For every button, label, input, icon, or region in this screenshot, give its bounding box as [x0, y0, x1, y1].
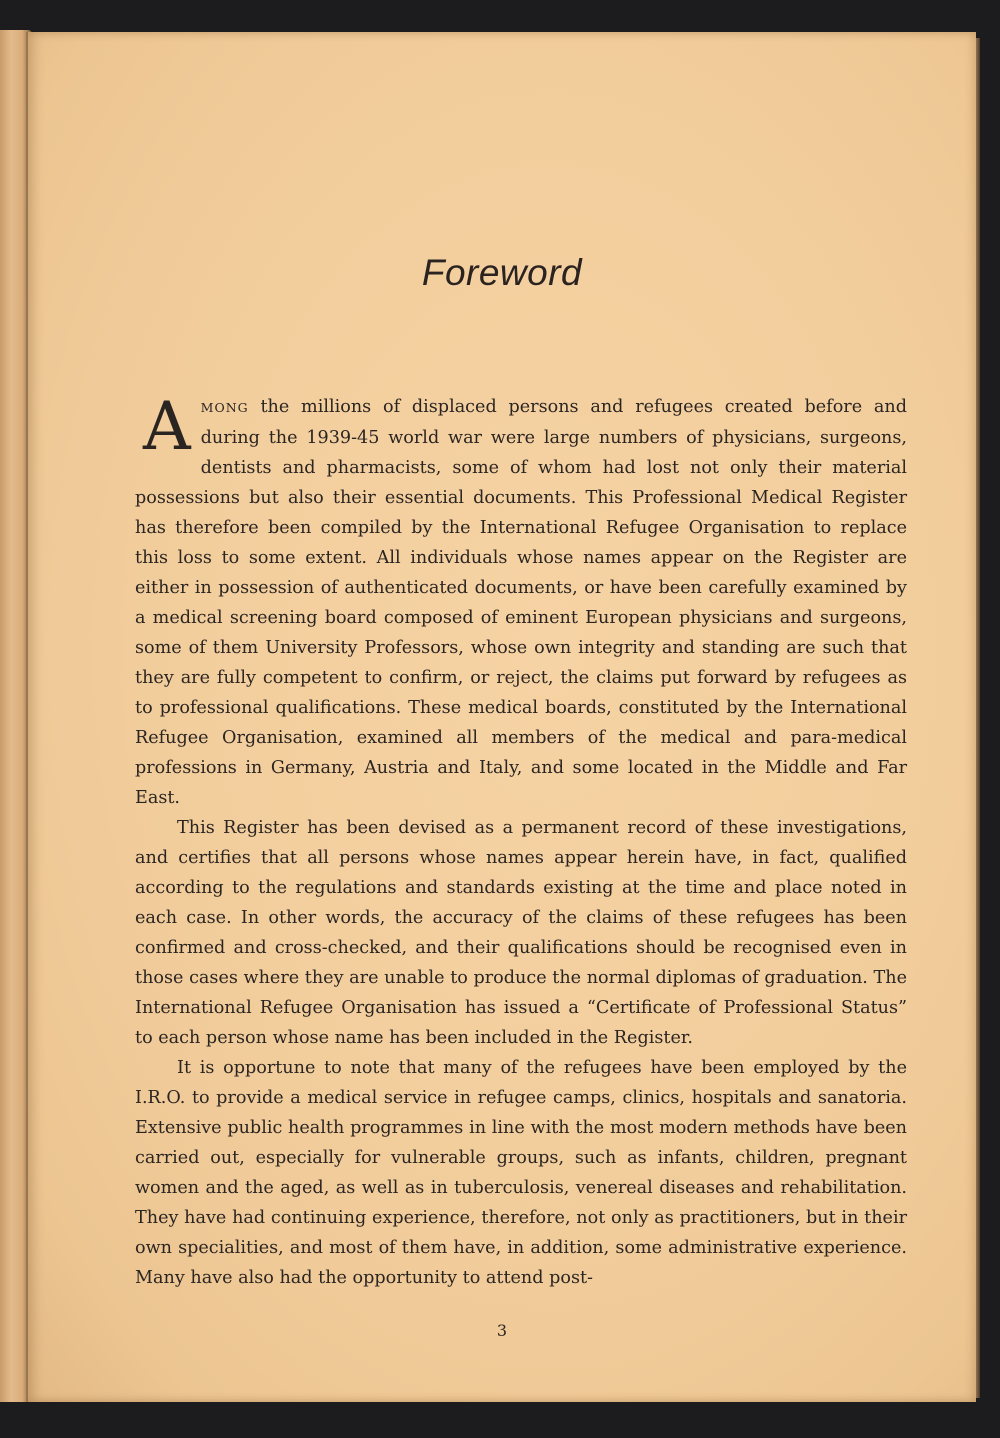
foreword-body: [135, 388, 907, 1293]
paragraph-1-text: the millions of displaced persons and refugees created before and during the 1939-45 world war were large numbers of physicians, surgeons, dentists and pharmacists, some of whom had lost not only their material possessions but also their essential documents. This Professional Medical Register has therefore been compiled by the International Refugee Organisation to replace this loss to some extent. All individuals whose names appear on the Register are either in possession of authenticated documents, or have been carefully examined by a medical screening board composed of eminent European physicians and surgeons, some of them University Professors, whose own integrity and standing are such that they are fully competent to confirm, or reject, the claims put forward by refugees as to professional qualifications. These medical boards, constituted by the International Refugee Organisation, examined all members of the medical and para-medical professions in Germany, Austria and Italy, and some located in the Middle and Far East.: [135, 397, 907, 808]
paragraph-1: [135, 388, 907, 813]
drop-cap: A: [143, 388, 191, 465]
book-page: [26, 32, 976, 1402]
page-title: Foreword: [421, 252, 583, 293]
small-caps-opening: MONG: [200, 400, 249, 415]
paragraph-2: This Register has been devised as a permanent record of these investigations, and certifies that all persons whose names appear herein have, in fact, qualified according to the regulations and standards existing at the time and place noted in each case. In other words, the accuracy of the claims of these refugees has been confirmed and cross-checked, and their qualifications should be recognised even in those cases where they are unable to produce the normal diplomas of graduation. The International Refugee Organisation has issued a “Certificate of Professional Status” to each person whose name has been included in the Register.: [135, 818, 907, 1048]
paragraph-3: It is opportune to note that many of the refugees have been employed by the I.R.O. to provide a medical service in refugee camps, clinics, hospitals and sanatoria. Extensive public health programmes in line with the most modern methods have been carried out, especially for vulnerable groups, such as infants, children, pregnant women and the aged, as well as in tuberculosis, venereal diseases and rehabilitation. They have had continuing experience, therefore, not only as practitioners, but in their own specialities, and most of them have, in addition, some administrative experience. Many have also had the opportunity to attend post-: [135, 1058, 907, 1288]
page-number: 3: [496, 1321, 508, 1340]
